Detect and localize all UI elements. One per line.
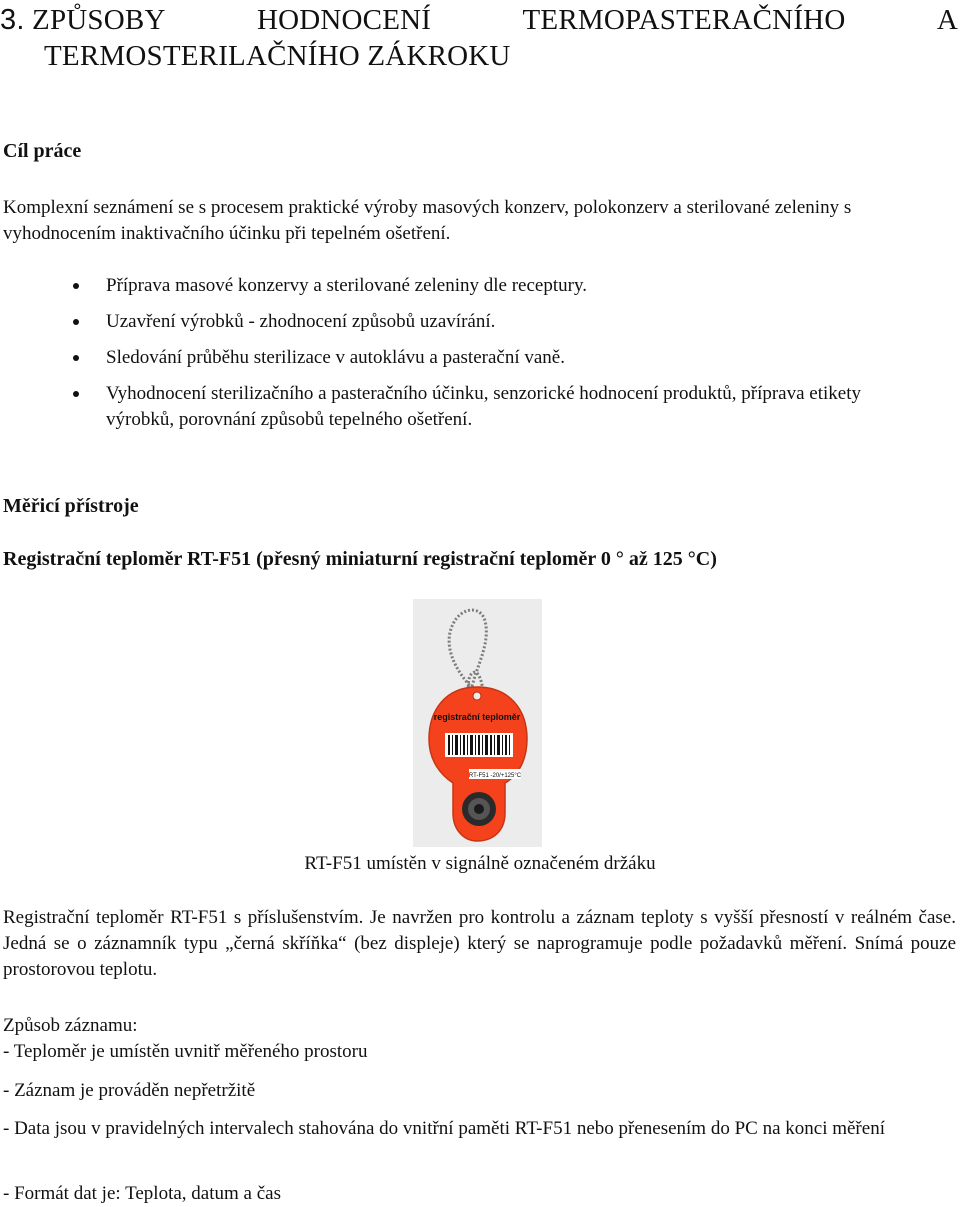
list-item: Sledování průběhu sterilizace v autoklávu a pasterační vaně. [0,345,946,371]
thermometer-photo [413,599,542,847]
recording-heading: Způsob záznamu: [3,1015,138,1036]
title-word: A [936,4,958,36]
bullet-icon [73,319,79,325]
list-item: - Záznam je prováděn nepřetržitě [3,1080,256,1101]
list-item: Vyhodnocení sterilizačního a pasteračního účinku, senzorické hodnocení produktů, příprava etikety výrobků, porovnání způsobů tepelného ošetření. [0,381,906,433]
bullet-icon [73,283,79,289]
title-word: TERMOPASTERAČNÍHO [522,4,846,36]
bullet-icon [73,355,79,361]
device-range-text: RT-F51 -20/+125°C [468,773,522,779]
title-number: 3. [0,4,25,36]
goal-bullet-list [0,273,960,443]
list-item: - Formát dat je: Teplota, datum a čas [3,1183,281,1204]
thermometer-illustration [413,599,542,847]
cil-prace-text: Komplexní seznámení se s procesem praktické výroby masových konzerv, polokonzerv a sterilované zeleniny s vyhodnocením inaktivačního účinku při tepelném ošetření. [3,197,852,244]
thermometer-description: Registrační teploměr RT-F51 s příslušenstvím. Je navržen pro kontrolu a záznam teploty s vyšší přesností v reálném čase. Jedná se o záznamník typu „černá skříňka“ (bez displeje) který se naprogramuje podle požadavků měření. Snímá pouze prostorovou teplotu. [3,907,956,980]
page-title [0,2,960,74]
list-item: - Teploměr je umístěn uvnitř měřeného prostoru [3,1041,368,1062]
thermometer-subheading: Registrační teploměr RT-F51 (přesný miniaturní registrační teploměr 0 ° až 125 °C) [3,548,717,570]
list-item: Uzavření výrobků - zhodnocení způsobů uzavírání. [0,309,946,335]
photo-caption: RT-F51 umístěn v signálně označeném držáku [304,853,656,874]
device-label-text: registrační teploměr [433,712,521,722]
list-item: - Data jsou v pravidelných intervalech stahována do vnitřní paměti RT-F51 nebo přenesením do PC na konci měření [3,1118,885,1139]
title-word: HODNOCENÍ [256,4,432,36]
title-word: ZPŮSOBY [32,4,166,36]
heading-cil-prace: Cíl práce [3,140,82,162]
title-line-1 [0,2,958,38]
heading-merici-pristroje: Měřicí přístroje [3,495,139,517]
bullet-icon [73,391,79,397]
list-item: Příprava masové konzervy a sterilované zeleniny dle receptury. [0,273,946,299]
title-line-2: TERMOSTERILAČNÍHO ZÁKROKU [44,40,511,72]
